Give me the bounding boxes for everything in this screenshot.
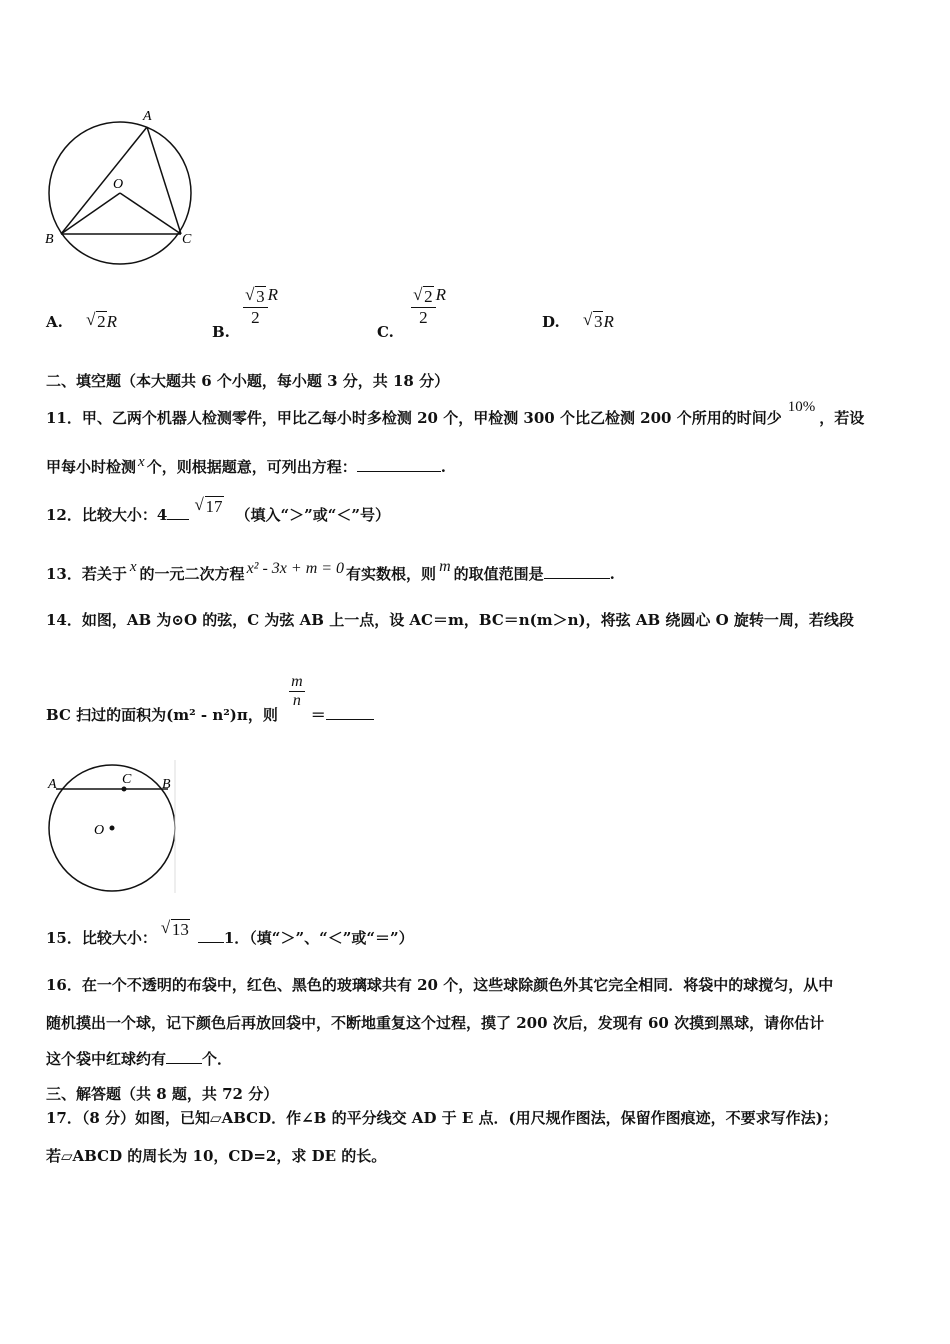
q11-text-part1: 11．甲、乙两个机器人检测零件，甲比乙每小时多检测 20 个，甲检测 300 个比乙检测 200 个所用的时间少	[46, 409, 782, 427]
label-a: A	[143, 109, 152, 124]
option-a: A. √ 2R	[46, 310, 117, 331]
q13-middle: 的一元二次方程	[139, 565, 245, 583]
q11-line2-a: 甲每小时检测	[46, 458, 137, 476]
option-a-label: A.	[46, 313, 63, 331]
q16-line3	[46, 1048, 232, 1069]
q11-line1	[46, 399, 865, 428]
q13-answer-blank[interactable]	[544, 564, 610, 579]
section3-title: 三、解答题（共 8 题，共 72 分）	[46, 1085, 279, 1103]
option-b-den: 2	[251, 308, 260, 327]
point-o	[110, 826, 115, 831]
option-d: D. √ 3R	[542, 310, 614, 331]
option-b-radicand: 3	[256, 287, 265, 306]
q15-prefix: 15．比较大小：	[46, 929, 157, 947]
point-c	[122, 787, 127, 792]
label-o: O	[113, 177, 124, 192]
q15-radicand: 13	[171, 920, 189, 939]
segment-ab	[61, 127, 147, 234]
label-c: C	[182, 232, 192, 247]
q13-after: 有实数根，则	[346, 565, 437, 583]
option-a-radicand: 2	[97, 312, 106, 331]
label-o: O	[94, 823, 105, 838]
q16-line3a: 这个袋中红球约有	[46, 1050, 167, 1068]
q13-end: 的取值范围是	[453, 565, 544, 583]
option-c-den: 2	[419, 308, 428, 327]
option-c-var: R	[435, 284, 447, 304]
q15-mid: 1．（填“＞”、“＜”或“＝”）	[223, 929, 414, 947]
q16-line1: 16．在一个不透明的布袋中，红色、黑色的玻璃球共有 20 个，这些球除颜色外其它完全相同．将袋中的球搅匀，从中	[46, 976, 834, 994]
section2-title: 二、填空题（本大题共 6 个小题，每小题 3 分，共 18 分）	[46, 372, 450, 390]
option-b-var: R	[267, 284, 279, 304]
option-d-radicand: 3	[593, 312, 603, 331]
q13-var-x: x	[129, 559, 137, 575]
figure-circle-chord	[42, 760, 182, 895]
option-c: C. √ 2 2 R	[377, 284, 447, 341]
segment-oc	[120, 193, 181, 234]
q12-answer-blank[interactable]	[167, 505, 189, 520]
segment-ob	[61, 193, 120, 234]
q17-line2: 若▱ABCD 的周长为 10，CD=2，求 DE 的长。	[46, 1147, 387, 1165]
q11-line2	[46, 456, 446, 477]
q14-answer-blank[interactable]	[326, 705, 374, 720]
label-b: B	[45, 232, 54, 247]
q13-tail: .	[609, 565, 615, 583]
q15-line: 15．比较大小： √ 13 1．（填“＞”、“＜”或“＝”）	[46, 918, 414, 947]
option-c-radicand: 2	[424, 287, 433, 306]
option-a-var: R	[106, 312, 117, 331]
q16-line3b: 个．	[202, 1050, 233, 1068]
q11-percent: 10%	[787, 399, 816, 415]
q14-line1: 14．如图，AB 为⊙O 的弦，C 为弦 AB 上一点，设 AC＝m，BC＝n(m＞n)，将弦 AB 绕圆心 O 旋转一周，若线段	[46, 611, 854, 629]
q12-line: 12．比较大小：4 √ 17 （填入“＞”或“＜”号）	[46, 495, 391, 524]
q16-answer-blank[interactable]	[166, 1049, 202, 1064]
q14-frac-den: n	[292, 692, 301, 709]
q16-line2: 随机摸出一个球，记下颜色后再放回袋中，不断地重复这个过程，摸了 200 次后，发现有 60 次摸到黑球，请你估计	[46, 1014, 825, 1032]
q13-line	[46, 558, 615, 584]
segment-ac	[147, 127, 181, 234]
q14-line2	[46, 673, 374, 724]
q14-frac-num: m	[291, 673, 303, 690]
label-b: B	[162, 777, 171, 792]
option-b-label: B.	[212, 322, 230, 341]
label-c: C	[122, 772, 132, 787]
q13-equation: x² - 3x + m = 0	[246, 560, 345, 577]
q12-radicand: 17	[205, 497, 223, 516]
option-d-label: D.	[542, 313, 560, 331]
q11-answer-blank[interactable]	[357, 457, 441, 472]
q11-text-part2: ，若设	[819, 409, 865, 427]
figure-circle-triangle	[38, 100, 208, 270]
q17-line1: 17．（8 分）如图，已知▱ABCD．作∠B 的平分线交 AD 于 E 点．(用尺规作图法，保留作图痕迹，不要求写作法)；	[46, 1109, 838, 1127]
q11-end: .	[440, 458, 446, 476]
q15-answer-blank[interactable]	[198, 928, 224, 943]
q14-line2-prefix: BC 扫过的面积为(m² - n²)π，则	[46, 705, 278, 724]
q12-prefix: 12．比较大小：4	[46, 506, 168, 524]
q13-prefix: 13．若关于	[46, 565, 127, 583]
option-b: B. √ 3 2 R	[212, 284, 279, 341]
q14-equals: ＝	[310, 705, 326, 724]
q11-var: x	[138, 454, 145, 470]
q12-suffix: （填入“＞”或“＜”号）	[235, 506, 391, 524]
q11-line2-b: 个，则根据题意，可列出方程：	[146, 458, 357, 476]
label-a: A	[48, 777, 57, 792]
q13-var-m: m	[439, 558, 451, 575]
option-d-var: R	[603, 312, 614, 331]
option-c-label: C.	[377, 322, 394, 341]
